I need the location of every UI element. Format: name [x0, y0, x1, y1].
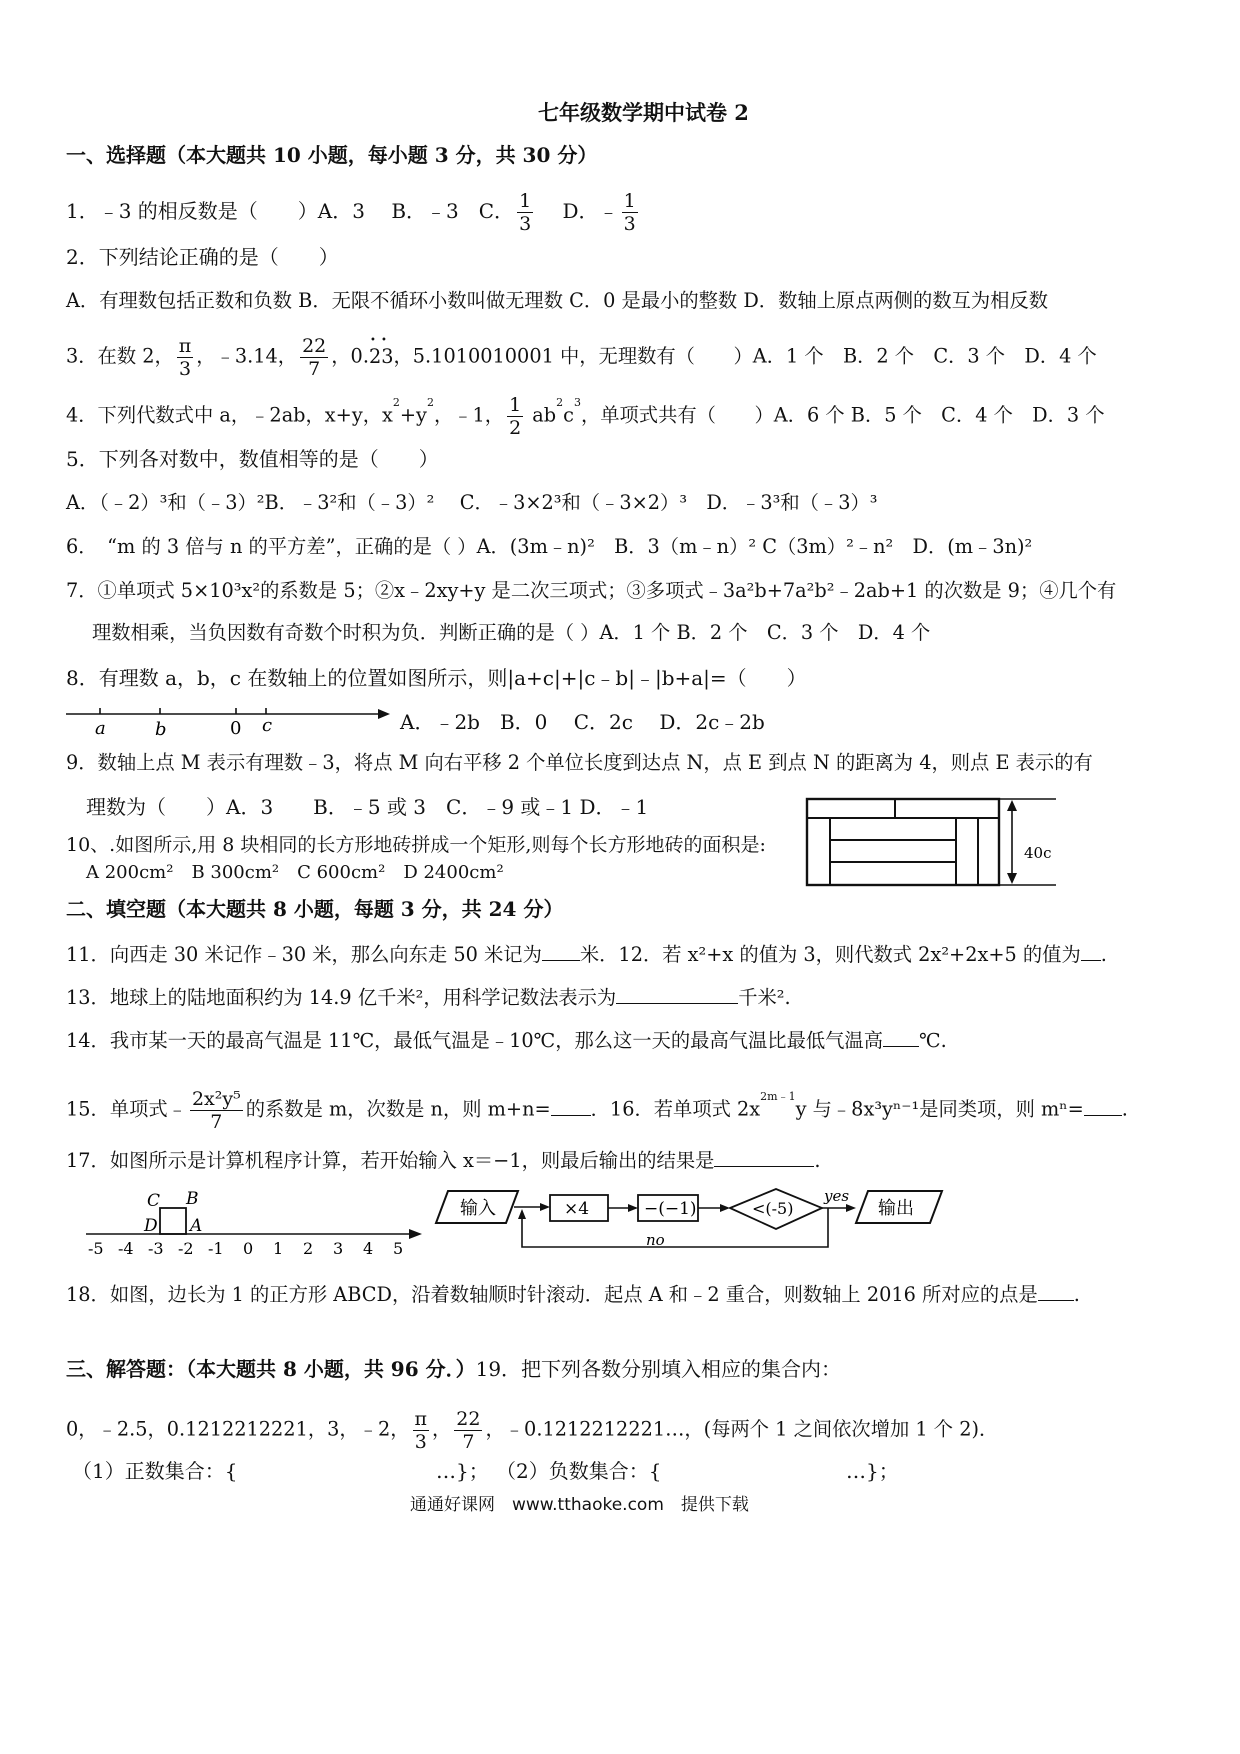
question-14: 14．我市某一天的最高气温是 11℃，最低气温是﹣10℃，那么这一天的最高气温比最低气温高 ℃.	[66, 1029, 947, 1052]
fraction-22-over-7-q19: $\frac{22}{7}$	[456, 1408, 481, 1453]
negative-set-end: …}；	[846, 1459, 899, 1483]
fraction-pi-over-3: $\frac{\pi}{3}$	[178, 335, 192, 380]
tick-labels	[88, 1239, 403, 1258]
question-9-line-2: 理数为（ ）A．3 B．﹣5 或 3 C．﹣9 或﹣1 D．﹣1	[86, 795, 649, 819]
question-11-12: 11．向西走 30 米记作﹣30 米，那么向东走 50 米记为 米．12．若 x²+x 的值为 3，则代数式 2x²+2x+5 的值为 .	[66, 943, 1107, 966]
positive-set-end: …}；	[436, 1459, 489, 1483]
blank-17[interactable]	[714, 1148, 814, 1167]
no-label: no	[646, 1231, 665, 1249]
question-19-numbers: 0，﹣2.5，0.1212212221，3，﹣2， $\frac{\pi}{3}$ ， $\frac{22}{7}$ ，﹣0.1212212221…，(每两个 1 之间依次增加 1 个 2)．	[66, 1408, 999, 1453]
fraction-one-third: $\frac{1}{3}$	[519, 190, 532, 235]
outer-rectangle	[807, 799, 999, 885]
question-9-line-1: 9．数轴上点 M 表示有理数﹣3，将点 M 向右平移 2 个单位长度到达点 N，点 E 到点 N 的距离为 4，则点 E 表示的有	[66, 751, 1093, 774]
label-0: 0	[230, 718, 242, 739]
blank-18[interactable]	[1038, 1282, 1074, 1301]
arrowhead-2	[628, 1204, 638, 1212]
footer-source: 通通好课网 www.tthaoke.com 提供下载	[410, 1495, 749, 1515]
arrowhead-1	[540, 1203, 550, 1211]
blank-13[interactable]	[616, 985, 738, 1004]
axis-arrow	[378, 709, 390, 719]
question-6: 6． “m 的 3 倍与 n 的平方差”，正确的是（ ）A．(3m﹣n)² B．3（m﹣n）² C（3m）²﹣n² D．(m﹣3n)²	[66, 535, 1033, 558]
tick-label: -5	[88, 1239, 104, 1258]
multiply-label: ×4	[564, 1199, 590, 1219]
tick-label: 2	[303, 1239, 314, 1258]
question-18: 18．如图，边长为 1 的正方形 ABCD，沿着数轴顺时针滚动．起点 A 和﹣2 重合，则数轴上 2016 所对应的点是 .	[66, 1283, 1080, 1306]
number-line-arrow	[409, 1229, 422, 1239]
rolling-square-figure	[82, 1186, 427, 1266]
question-2-stem: 2．下列结论正确的是（ ）	[66, 245, 339, 269]
fraction-2x2y5-over-7: $\frac{\text{2x²y⁵}}{7}$	[191, 1088, 241, 1133]
tick-label: 0	[243, 1239, 254, 1258]
tick-label: -3	[148, 1239, 164, 1258]
tick-label: 4	[363, 1239, 374, 1258]
section-3-line	[66, 1356, 841, 1382]
section-3-heading: 三、解答题：（本大题共 8 小题，共 96 分．）	[66, 1357, 476, 1381]
tile-rectangle-figure	[804, 796, 1060, 888]
dim-arrow-up	[1007, 800, 1017, 811]
question-2-options: A．有理数包括正数和负数 B．无限不循环小数叫做无理数 C．0 是最小的整数 D．数轴上原点两侧的数互为相反数	[66, 289, 1049, 312]
tick-label: -1	[208, 1239, 224, 1258]
negative-set-label: （2）负数集合：{	[496, 1459, 662, 1483]
question-8-stem: 8．有理数 a，b，c 在数轴上的位置如图所示，则|a+c|+|c﹣b|﹣|b+a|=（ ）	[66, 666, 807, 690]
tick-label: 5	[393, 1239, 404, 1258]
question-4: 4．下列代数式中 a，﹣2ab，x+y，$x^2+y^2$，﹣1， $\frac{1}{2}$ $ab^2c^3$，单项式共有（ ）A．6 个 B．5 个 C．4 个 D．3 个	[66, 394, 1105, 439]
arrowhead-yes	[846, 1204, 856, 1212]
blank-14[interactable]	[883, 1028, 919, 1047]
question-5-stem: 5．下列各对数中，数值相等的是（ ）	[66, 447, 439, 471]
section-2-heading: 二、填空题（本大题共 8 小题，每题 3 分，共 24 分）	[66, 897, 564, 921]
blank-11[interactable]	[542, 942, 580, 961]
question-13: 13．地球上的陆地面积约为 14.9 亿千米²，用科学记数法表示为 千米².	[66, 986, 791, 1009]
fraction-one-half: $\frac{1}{2}$	[509, 394, 522, 439]
output-label: 输出	[878, 1198, 914, 1219]
tick-label: 1	[273, 1239, 284, 1258]
vertex-C: C	[147, 1191, 161, 1211]
fraction-pi-over-3-q19: $\frac{\pi}{3}$	[414, 1408, 428, 1453]
question-8-options: A．﹣2b B．0 C．2c D．2c﹣2b	[400, 710, 765, 734]
tick-label: -2	[178, 1239, 194, 1258]
compare-label: <(-5)	[752, 1199, 794, 1218]
question-10-options: A 200cm² B 300cm² C 600cm² D 2400cm²	[86, 862, 504, 883]
tick-label: -4	[118, 1239, 134, 1258]
vertex-A: A	[190, 1216, 203, 1236]
question-17: 17．如图所示是计算机程序计算，若开始输入 x＝−1，则最后输出的结果是 .	[66, 1149, 821, 1172]
label-a: a	[95, 718, 106, 739]
tick-label: 3	[333, 1239, 344, 1258]
fraction-one-third-neg: $\frac{1}{3}$	[623, 190, 636, 235]
question-7-line-1: 7．①单项式 5×10³x²的系数是 5；②x﹣2xy+y 是二次三项式；③多项式﹣3a²b+7a²b²﹣2ab+1 的次数是 9；④几个有	[66, 579, 1117, 602]
question-3: 3．在数 2， $\frac{\pi}{3}$ ，﹣3.14， $\frac{22}{7}$ ，0.• • 23，5.1010010001 中，无理数有（ ）A．1 个 B．2 个 C．3 个 D．4 个	[66, 335, 1097, 380]
question-10-line-1: 10、.如图所示,用 8 块相同的长方形地砖拼成一个矩形,则每个长方形地砖的面积是:	[66, 834, 766, 856]
repeating-decimal-23: • • 23	[369, 344, 394, 370]
question-19-stem: 19．把下列各数分别填入相应的集合内：	[475, 1357, 842, 1381]
label-b: b	[155, 719, 167, 740]
input-label: 输入	[460, 1198, 496, 1219]
yes-label: yes	[824, 1187, 850, 1205]
vertex-B: B	[186, 1189, 199, 1209]
question-7-line-2: 理数相乘，当负因数有奇数个时积为负．判断正确的是（ ）A．1 个 B．2 个 C．3 个 D．4 个	[92, 621, 931, 644]
label-c: c	[262, 715, 273, 736]
positive-set-label: （1）正数集合：{	[72, 1459, 238, 1483]
number-line-abc	[64, 700, 394, 740]
page-title: 七年级数学期中试卷 2	[538, 100, 749, 125]
blank-16[interactable]	[1084, 1097, 1122, 1116]
square-abcd	[160, 1208, 186, 1234]
vertex-D: D	[144, 1216, 158, 1236]
program-flowchart	[434, 1183, 954, 1255]
dim-arrow-down	[1007, 873, 1017, 884]
question-5-options: A．（﹣2）³和（﹣3）²B．﹣3²和（﹣3）² C．﹣3×2³和（﹣3×2）³ D．﹣3³和（﹣3）³	[66, 491, 878, 514]
dimension-label: 40c	[1024, 844, 1052, 862]
question-15-16: 15．单项式﹣ $\frac{\text{2x²y⁵}}{7}$ 的系数是 m，次数是 n，则 m+n= ．16．若单项式 $2x^{2m﹣1}y$ 与﹣8x³yⁿ⁻¹是同类项，则 mⁿ= .	[66, 1088, 1128, 1133]
section-1-heading: 一、选择题（本大题共 10 小题，每小题 3 分，共 30 分）	[66, 143, 598, 167]
blank-12[interactable]	[1081, 942, 1101, 961]
blank-15[interactable]	[551, 1097, 591, 1116]
subtract-label: −(−1)	[644, 1199, 697, 1219]
question-1: 1．﹣3 的相反数是（ ）A．3 B．﹣3 C． $\frac{1}{3}$ D．﹣ $\frac{1}{3}$	[66, 190, 636, 235]
fraction-22-over-7: $\frac{22}{7}$	[302, 335, 327, 380]
loop-back-arrowhead	[518, 1209, 526, 1219]
